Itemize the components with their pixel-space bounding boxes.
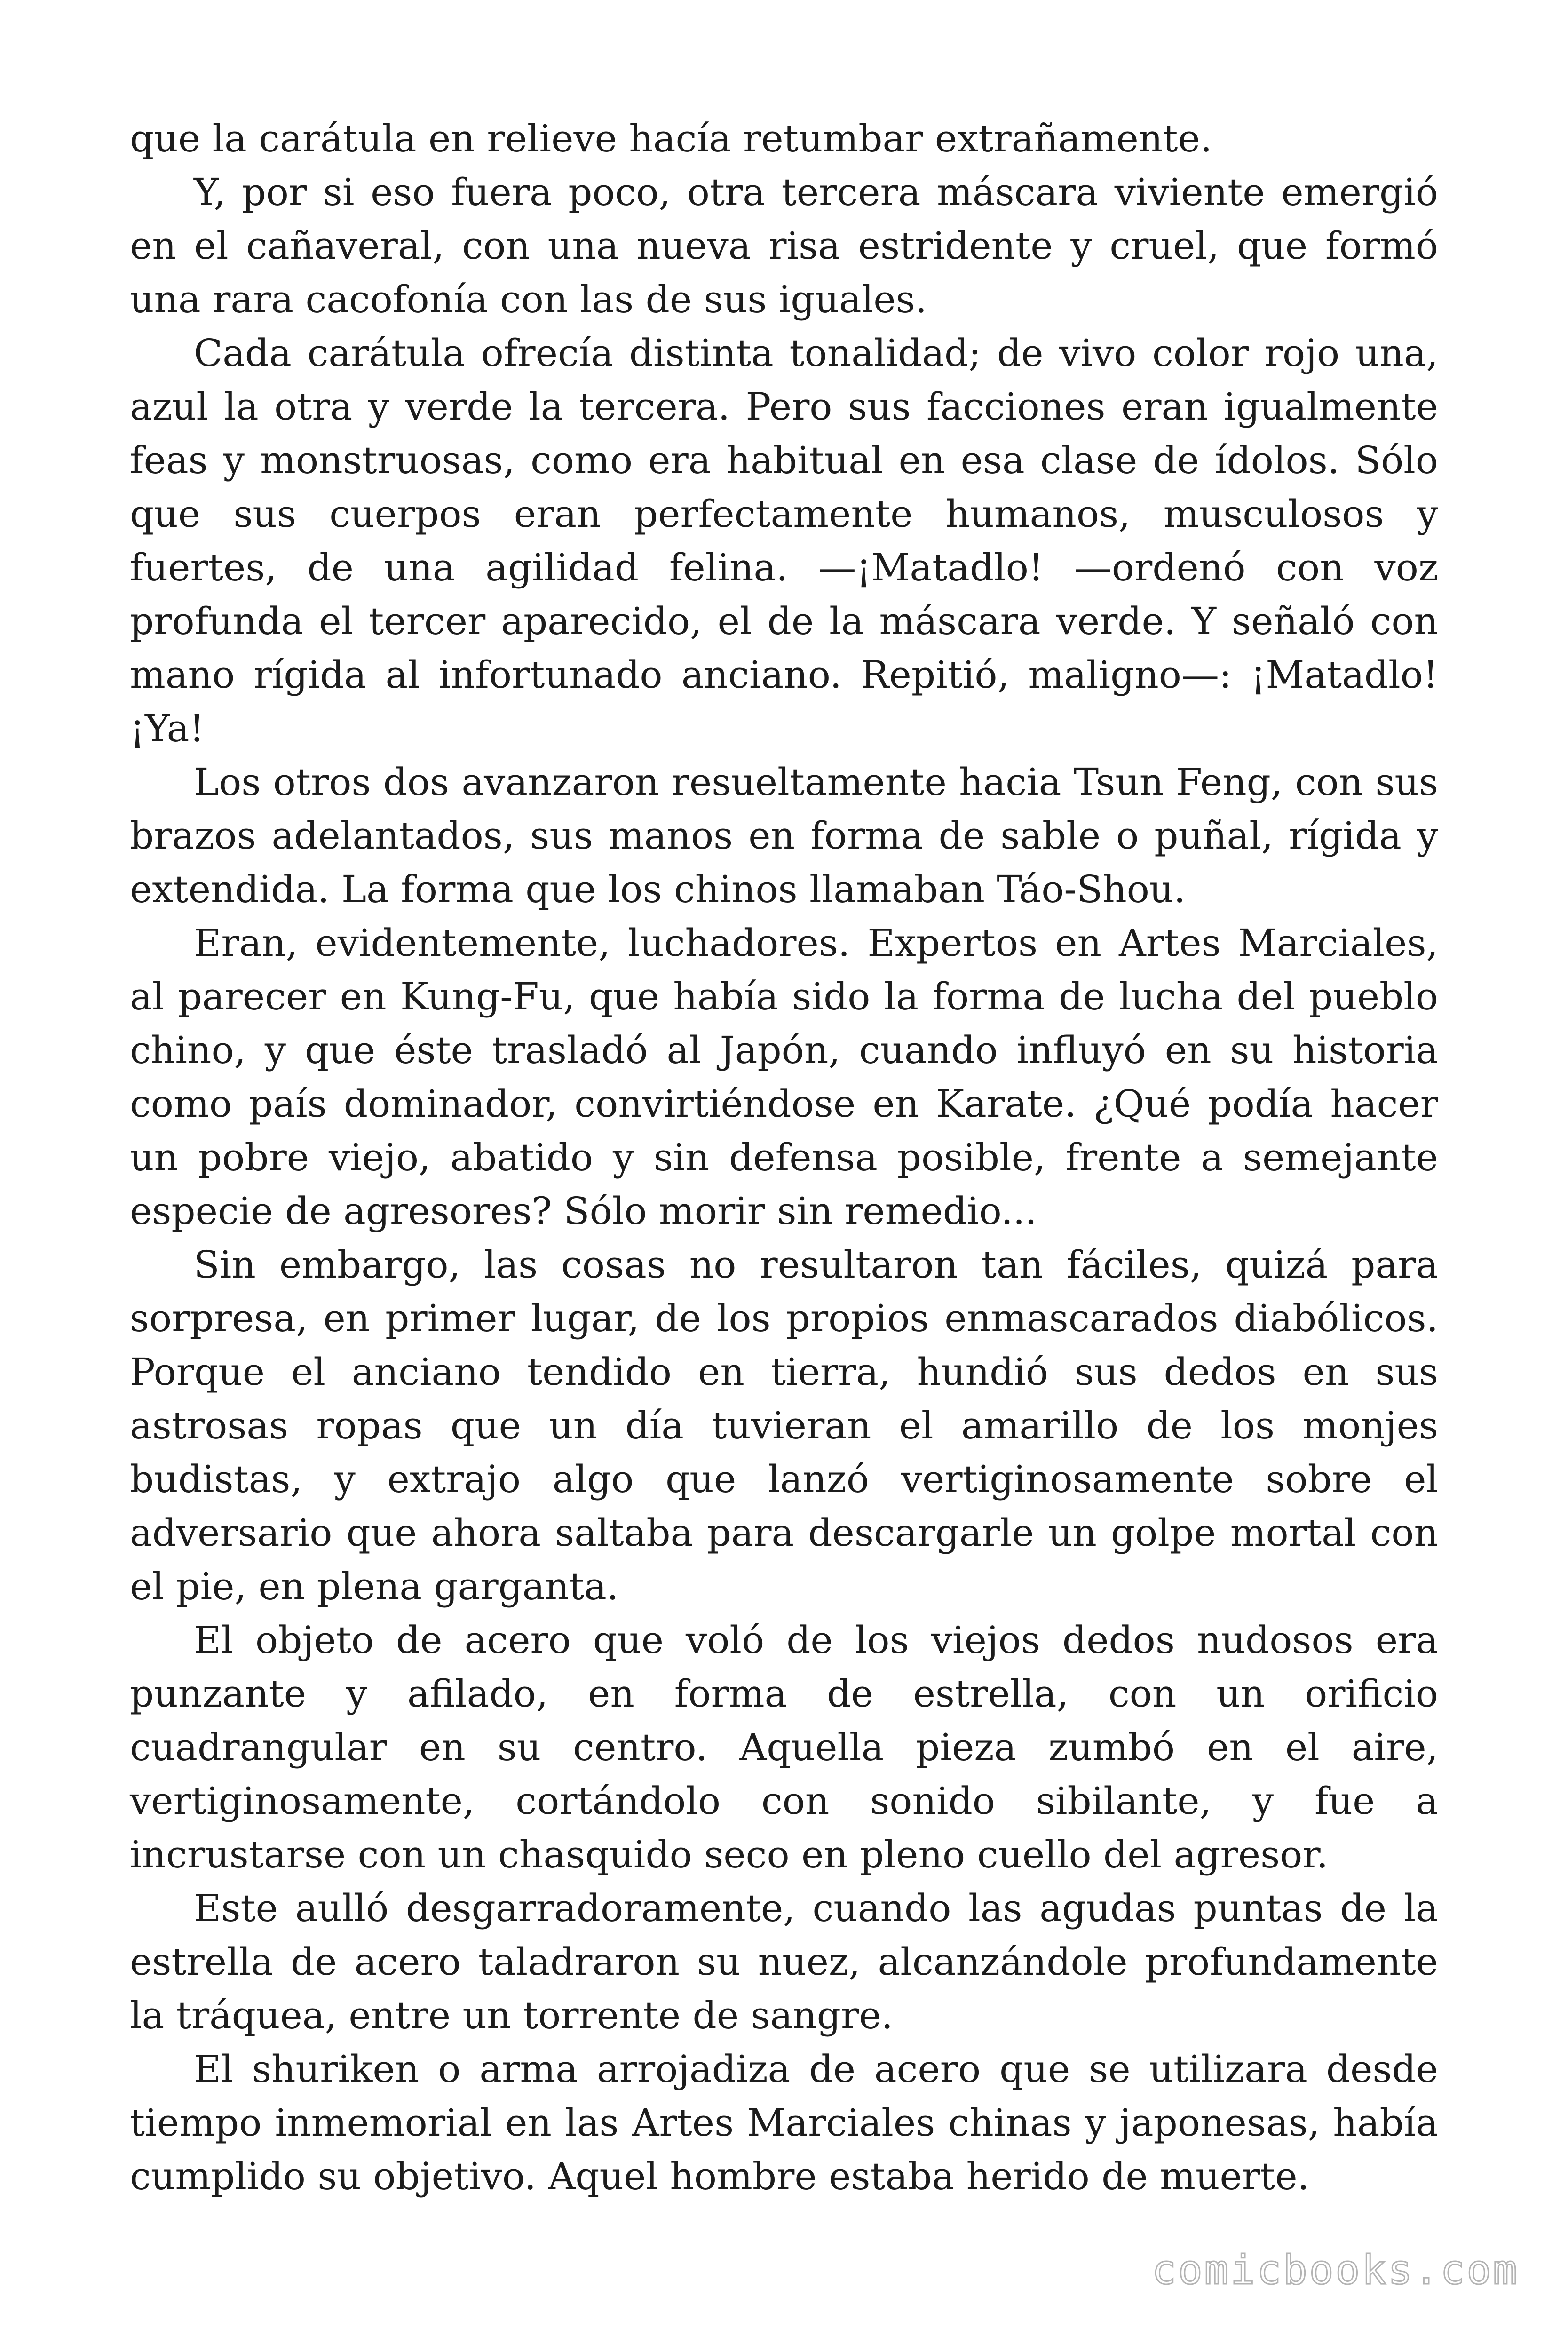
watermark: comicbooks.com — [1152, 2247, 1519, 2294]
paragraph-7: El objeto de acero que voló de los viejos dedos nudosos era punzante y afilado, en forma de estrella, con un orificio cuadrangular en su centro. Aquella pieza zumbó en el aire, vertiginosamente, cortándolo con sonido sibilante, y fue a incrustarse con un chasquido seco en pleno cuello del agresor. — [130, 1618, 1438, 1876]
paragraph-1: que la carátula en relieve hacía retumbar extrañamente. — [130, 117, 1212, 160]
paragraph-2: Y, por si eso fuera poco, otra tercera máscara viviente emergió en el cañaveral, con una nueva risa estridente y cruel, que formó una rara cacofonía con las de sus iguales. — [130, 170, 1438, 321]
paragraph-3: Cada carátula ofrecía distinta tonalidad; de vivo color rojo una, azul la otra y verde la tercera. Pero sus facciones eran igualmente feas y monstruosas, como era habitual en esa clase de ídolos. Sólo que sus cuerpos eran perfectamente humanos, musculosos y fuertes, de una agilidad felina. —¡Matadlo! —ordenó con voz profunda el tercer aparecido, el de la máscara verde. Y señaló con mano rígida al infortunado anciano. Repitió, maligno—: ¡Matadlo! ¡Ya! — [130, 331, 1438, 750]
paragraph-8: Este aulló desgarradoramente, cuando las agudas puntas de la estrella de acero taladraron su nuez, alcanzándole profundamente la tráquea, entre un torrente de sangre. — [130, 1886, 1438, 2037]
paragraph-5: Eran, evidentemente, luchadores. Expertos en Artes Marciales, al parecer en Kung-Fu, que había sido la forma de lucha del pueblo chino, y que éste trasladó al Japón, cuando influyó en su historia como país dominador, convirtiéndose en Karate. ¿Qué podía hacer un pobre viejo, abatido y sin defensa posible, frente a semejante especie de agresores? Sólo morir sin remedio... — [130, 921, 1438, 1233]
paragraph-4: Los otros dos avanzaron resueltamente hacia Tsun Feng, con sus brazos adelantados, sus manos en forma de sable o puñal, rígida y extendida. La forma que los chinos llamaban Táo-Shou. — [130, 760, 1438, 911]
page-body-text — [130, 112, 1438, 2203]
paragraph-6: Sin embargo, las cosas no resultaron tan fáciles, quizá para sorpresa, en primer lugar, de los propios enmascarados diabólicos. Porque el anciano tendido en tierra, hundió sus dedos en sus astrosas ropas que un día tuvieran el amarillo de los monjes budistas, y extrajo algo que lanzó vertiginosamente sobre el adversario que ahora saltaba para descargarle un golpe mortal con el pie, en plena garganta. — [130, 1243, 1438, 1608]
paragraph-9: El shuriken o arma arrojadiza de acero que se utilizara desde tiempo inmemorial en las Artes Marciales chinas y japonesas, había cumplido su objetivo. Aquel hombre estaba herido de muerte. — [130, 2047, 1438, 2198]
